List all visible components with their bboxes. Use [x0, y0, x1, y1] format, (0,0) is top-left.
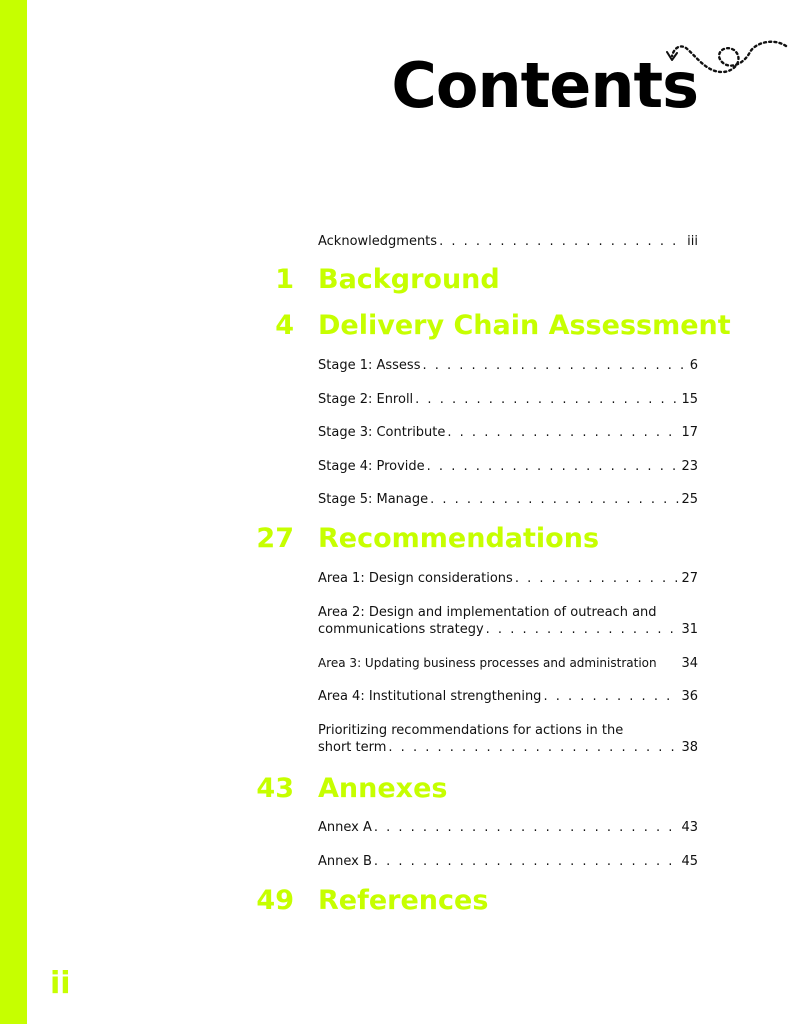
toc-entry-page: 43 — [681, 820, 698, 835]
toc-entry-page: 34 — [681, 656, 698, 671]
toc-entry-label: Stage 3: Contribute — [318, 425, 446, 440]
toc-entry-acknowledgments[interactable] — [318, 233, 698, 250]
chapter-number: 4 — [275, 310, 294, 341]
toc-entry-page: 36 — [681, 689, 698, 704]
chapter-number: 1 — [275, 264, 294, 295]
toc-entry-label: Stage 2: Enroll — [318, 392, 414, 407]
toc-entry-area-1[interactable] — [318, 570, 698, 587]
toc-entry-label: Area 4: Institutional strengthening — [318, 689, 542, 704]
page-title: Contents — [391, 49, 698, 122]
toc-entry-page: 25 — [681, 492, 698, 507]
toc-entry-label: Acknowledgments — [318, 234, 438, 249]
chapter-heading-annexes[interactable] — [0, 773, 791, 813]
chapter-title: Recommendations — [318, 523, 600, 554]
toc-entry-annex-a[interactable] — [318, 819, 698, 836]
toc-entry-area-2[interactable] — [318, 604, 698, 638]
chapter-title: Background — [318, 264, 500, 295]
toc-entry-label: short term — [318, 740, 387, 755]
chapter-title: Delivery Chain Assessment — [318, 310, 731, 341]
toc-entry-label: Area 1: Design considerations — [318, 571, 513, 586]
toc-entry-label: Annex B — [318, 854, 372, 869]
dot-leader — [427, 458, 680, 475]
chapter-heading-references[interactable] — [0, 885, 791, 925]
toc-entry-stage-5[interactable] — [318, 491, 698, 508]
toc-entry-area-4[interactable] — [318, 688, 698, 705]
chapter-number: 43 — [256, 773, 294, 804]
toc-entry-annex-b[interactable] — [318, 853, 698, 870]
toc-entry-label: Annex A — [318, 820, 372, 835]
dot-leader — [422, 357, 687, 374]
toc-entry-stage-1[interactable] — [318, 357, 698, 374]
toc-entry-page: 15 — [681, 392, 698, 407]
dot-leader — [415, 391, 679, 408]
chapter-number: 49 — [256, 885, 294, 916]
toc-entry-area-3[interactable] — [318, 655, 698, 672]
toc-entry-page: 6 — [689, 358, 698, 373]
toc-entry-label: Stage 5: Manage — [318, 492, 429, 507]
toc-entry-prioritizing[interactable] — [318, 722, 698, 756]
toc-entry-page: 45 — [681, 854, 698, 869]
toc-entry-page: 27 — [681, 571, 698, 586]
dot-leader — [543, 688, 679, 705]
dot-leader — [374, 819, 680, 836]
dot-leader — [447, 424, 679, 441]
toc-entry-label-line1: Prioritizing recommendations for actions in the — [318, 723, 624, 738]
toc-entry-page: 38 — [681, 740, 698, 755]
toc-entry-page: 23 — [681, 459, 698, 474]
chapter-heading-recommendations[interactable] — [0, 523, 791, 563]
dot-leader — [515, 570, 680, 587]
toc-entry-stage-2[interactable] — [318, 391, 698, 408]
toc-entry-page: 17 — [681, 425, 698, 440]
dot-leader — [486, 621, 680, 638]
dot-leader — [439, 233, 685, 250]
toc-entry-label: Stage 1: Assess — [318, 358, 421, 373]
toc-entry-label: communications strategy — [318, 622, 484, 637]
toc-entry-page: iii — [687, 234, 698, 249]
chapter-title: Annexes — [318, 773, 448, 804]
toc-entry-label: Stage 4: Provide — [318, 459, 425, 474]
toc-entry-stage-4[interactable] — [318, 458, 698, 475]
page-folio: ii — [50, 966, 71, 1001]
chapter-heading-delivery-chain-assessment[interactable] — [0, 310, 791, 350]
chapter-heading-background[interactable] — [0, 264, 791, 304]
dot-leader — [388, 739, 679, 756]
dot-leader — [374, 853, 680, 870]
dot-leader — [430, 491, 679, 508]
toc-entry-label-line1: Area 2: Design and implementation of outreach and — [318, 605, 657, 620]
toc-entry-page: 31 — [681, 622, 698, 637]
toc-entry-label: Area 3: Updating business processes and administration — [318, 656, 657, 670]
chapter-number: 27 — [256, 523, 294, 554]
toc-entry-stage-3[interactable] — [318, 424, 698, 441]
chapter-title: References — [318, 885, 489, 916]
